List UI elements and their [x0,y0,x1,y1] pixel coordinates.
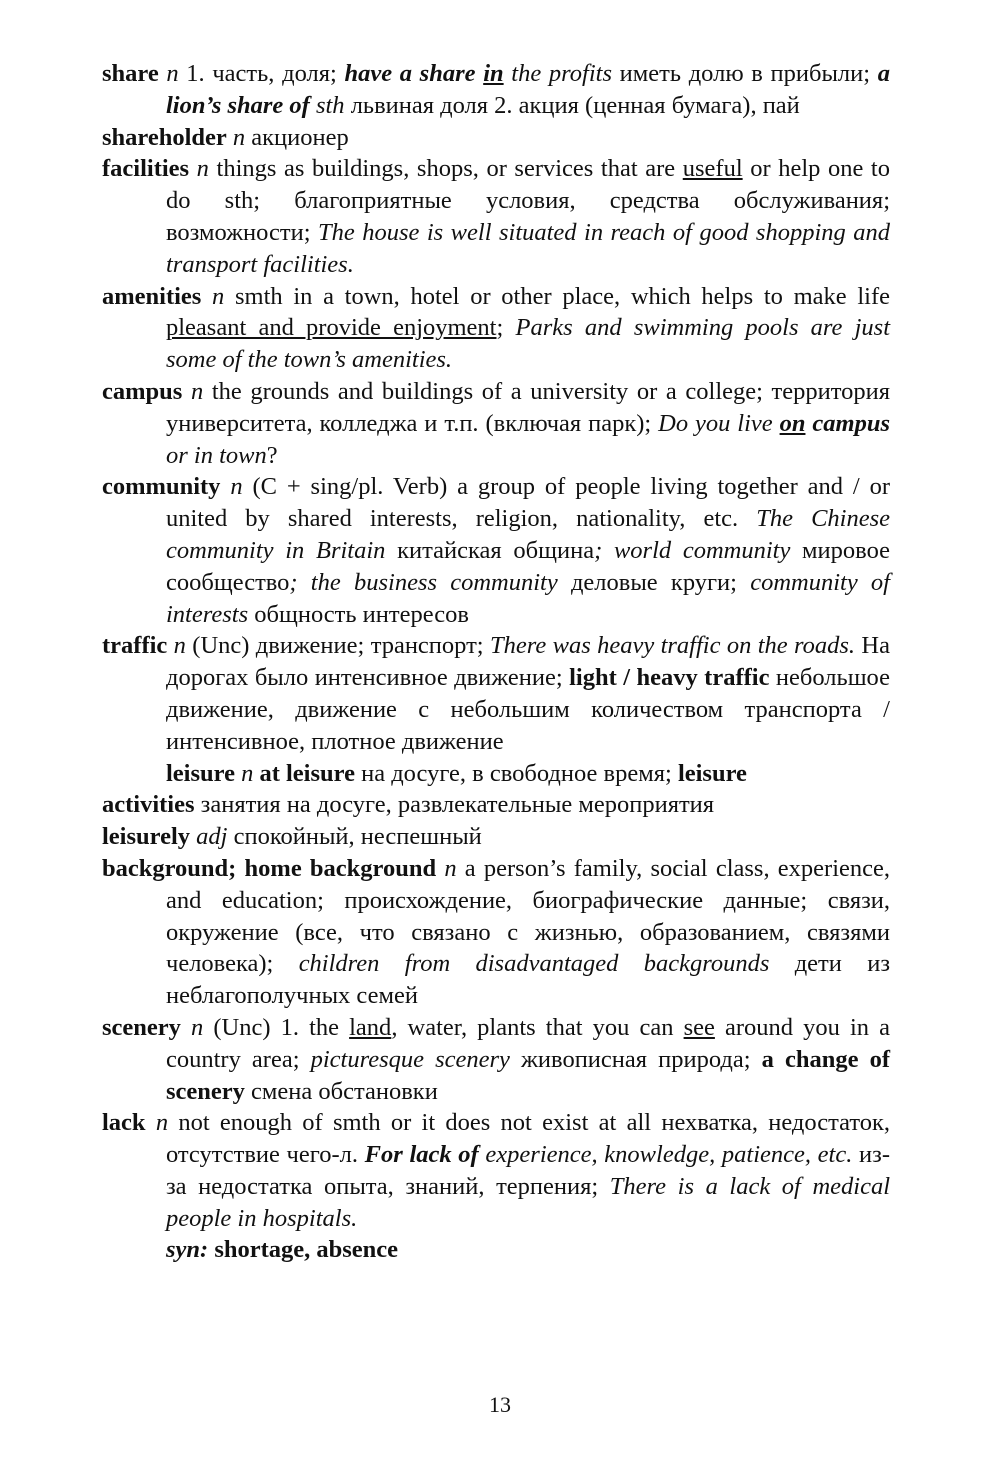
entry-text: ; world community [594,536,791,564]
entry-text: have a share [344,60,484,87]
entry-lack-syn [102,1234,890,1266]
entry-text: sth [315,91,345,119]
entry-text: light / heavy traffic [569,664,770,692]
entry-text: львиная доля 2. акция (ценная бумага), пай [344,91,800,119]
entry-text: community of interests [166,568,890,628]
entry-text: n [230,473,243,501]
entry-leisure [102,758,890,790]
entry-text: The house is well situated in reach of good shopping and transport facilities. [166,218,890,278]
entry-text: There is a lack of medical people in hospitals. [166,1172,891,1232]
entry-lack [102,1107,890,1234]
entry-text [220,473,230,500]
entry-text: , water, plants that you can [391,1013,684,1041]
entry-text: The Chinese community in Britain [166,505,890,564]
entry-text: ? [266,441,278,469]
entry-text: n [212,282,225,310]
entry-text: the profits [511,60,612,87]
entry-text: around you in a country area; [166,1013,891,1073]
entry-text: n [190,377,204,405]
entry-text: общность интересов [248,600,469,628]
entry-text: спокойный, неспешный [227,823,482,851]
entry-traffic [102,630,890,757]
entry-text: на досуге, в свободное время; [354,759,678,787]
entry-text: There was heavy traffic on the roads. [489,632,856,660]
entry-leisure-activities [102,789,890,821]
entry-text [146,1109,156,1136]
entry-text: shortage, absence [214,1236,399,1264]
entry-text: деловые круги; [557,568,751,596]
entry-text: акционер [245,123,349,151]
entry-share [102,58,890,122]
headword: activities [102,791,195,819]
entry-amenities [102,281,890,376]
entry-text: n [444,854,457,882]
entry-text: мировое сообщество [166,536,890,596]
entry-background [102,853,890,1012]
entry-text: n [196,155,209,183]
entry-text: at leisure [259,759,355,787]
headword: traffic [102,632,168,660]
entry-text: not enough of smth or it does not exist at all нехватка, недостаток, отсутствие чего-л. [166,1109,891,1169]
entry-text: небольшое движение, движение с небольшим количеством транспорта / интенсивное, плотное движение [166,664,890,755]
entry-campus [102,376,890,471]
entry-text: useful [682,155,743,183]
entry-text: n [155,1109,169,1137]
entry-text: занятия на досуге, развлекательные мероприятия [194,791,715,819]
headword: syn: [166,1236,209,1264]
entry-text: experience, knowledge, patience, etc. [478,1141,853,1169]
entry-text: смена обстановки [244,1077,438,1105]
entry-text: n [241,759,254,787]
entry-text: a change of scenery [166,1045,890,1105]
entry-text: picturesque scenery [310,1045,510,1073]
entry-text: (C + sing/pl. Verb) a group of people living together and / or united by shared interests, religion, nationality, etc. [166,473,890,533]
headword: community [102,473,221,501]
entry-text: see [683,1013,715,1041]
headword: amenities [102,282,202,310]
entry-text: живописная природа; [509,1045,762,1073]
entry-text: ; [496,314,516,342]
entry-text: campus [812,409,890,437]
entry-text: 1. часть, доля; [178,60,345,87]
entry-text: children from disadvantaged backgrounds [298,950,770,978]
headword: scenery [102,1013,181,1041]
page-number: 13 [489,1392,511,1417]
entry-text: things as buildings, shops, or services that are [208,155,683,183]
entry-text: For lack of [364,1141,479,1169]
entry-community [102,471,890,630]
headword: share [102,60,159,87]
entry-text: land [349,1013,392,1041]
headword: background; home background [102,854,437,882]
entry-text: Do you live [658,409,780,437]
entry-text: дети из неблагополучных семей [166,950,890,1010]
entry-text: Parks and swimming pools are just some of the town’s amenities. [166,314,891,374]
entry-text: китайская община [385,536,595,564]
entry-text: n [232,123,246,151]
entry-text: the grounds and buildings of a university or a college; территория университета, колледжа и т.п. (включая парк); [166,377,890,437]
entry-text: n [191,1013,204,1041]
entry-text: in [483,60,504,87]
entry-text: На дорогах было интенсивное движение; [166,632,890,692]
entry-text: из-за недостатка опыта, знаний, терпения; [166,1141,891,1200]
entry-leisurely [102,821,890,853]
entry-text: n [173,632,186,660]
headword: facilities [102,155,190,183]
entry-text: leisure [677,759,747,787]
entry-text [189,155,197,182]
headword: leisurely [102,823,191,851]
entry-text: on [779,409,806,437]
entry-text: pleasant and provide enjoyment [166,314,497,342]
entry-text: adj [196,823,228,851]
headword: lack [102,1109,146,1137]
headword: campus [102,377,183,405]
entry-shareholder [102,122,890,154]
entry-text: (Unc) движение; транспорт; [185,632,490,660]
entry-text: a lion’s share of [166,60,890,119]
entry-text [201,283,212,310]
dictionary-page [102,58,890,1266]
entry-text [181,1014,191,1041]
entry-text: ; the business community [289,568,558,596]
entry-text: or in town [166,441,267,469]
entry-text: or help one to do sth; благоприятные условия, средства обслуживания; возможности; [166,155,890,246]
entry-scenery [102,1012,890,1107]
entry-text: smth in a town, hotel or other place, which helps to make life [224,282,890,310]
entry-facilities [102,153,890,280]
headword: shareholder [102,123,227,151]
headword: leisure [166,759,235,787]
entry-text [182,378,191,405]
entry-text: (Unc) 1. the [203,1013,350,1041]
entry-text: n [166,60,179,87]
entry-text: a person’s family, social class, experience, and education; происхождение, биографические данные; связи, окружение (все, что связано с жизнью, образованием, связями человека); [166,854,891,978]
entry-text: иметь долю в прибыли; [611,60,878,87]
